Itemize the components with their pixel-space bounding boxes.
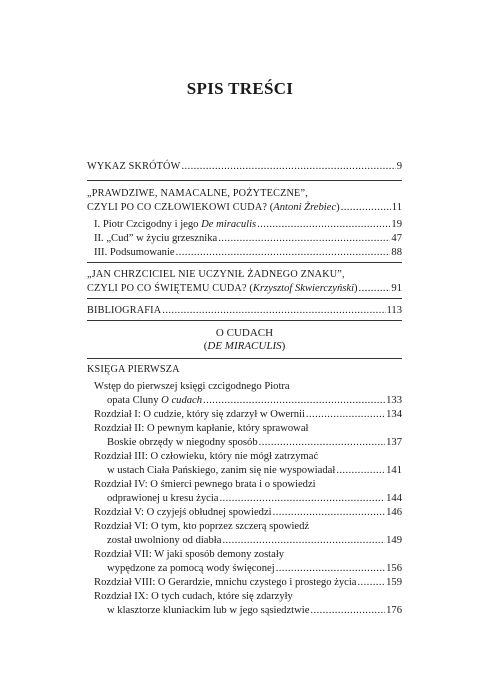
toc-entry-cud[interactable]	[94, 232, 402, 245]
leader-dots	[259, 436, 385, 449]
toc-entry-piotr[interactable]	[94, 218, 402, 231]
leader-dots	[273, 506, 386, 519]
leader-dots	[358, 576, 386, 589]
entry-label: w ustach Ciała Pańskiego, zanim się nie wyspowiadał	[107, 465, 336, 476]
entry-page: 113	[386, 305, 402, 316]
toc-entry-r2[interactable]	[107, 436, 402, 449]
leader-dots	[257, 218, 390, 231]
entry-line: „PRAWDZIWE, NAMACALNE, POŻYTECZNE”,	[87, 188, 308, 199]
section-subtitle-text: DE MIRACULIS	[207, 340, 282, 352]
entry-line: Rozdział II: O pewnym kapłanie, który sprawował	[94, 423, 309, 434]
book-title: KSIĘGA PIERWSZA	[87, 364, 180, 375]
leader-dots	[310, 604, 385, 617]
entry-page: 149	[386, 535, 402, 546]
entry-page: 88	[391, 247, 402, 258]
toc-entry-r8[interactable]	[94, 576, 402, 589]
section-title: O CUDACH	[215, 327, 274, 339]
entry-page: 141	[386, 465, 402, 476]
entry-label: w klasztorze kluniackim lub w jego sąsiedztwie	[107, 605, 310, 616]
entry-label-italic: De miraculis	[201, 219, 257, 230]
leader-dots	[218, 232, 390, 245]
toc-entry-jan[interactable]: CZYLI PO CO ŚWIĘTEMU CUDA? (Krzysztof Skwierczyński) ..... 91	[87, 282, 402, 295]
leader-dots	[162, 304, 385, 317]
divider	[87, 358, 402, 359]
entry-author: Antoni Żrebiec	[273, 202, 337, 213]
entry-page: 156	[386, 563, 402, 574]
entry-page: 133	[386, 395, 402, 406]
leader-dots	[306, 408, 385, 421]
entry-label: CZYLI PO CO ŚWIĘTEMU CUDA?	[87, 283, 247, 294]
entry-page: 137	[386, 437, 402, 448]
toc-entry-wstep[interactable]	[107, 394, 402, 407]
entry-label: CZYLI PO CO CZŁOWIEKOWI CUDA?	[87, 202, 268, 213]
entry-label: I. Piotr Czcigodny i jego	[94, 219, 202, 230]
entry-line: Rozdział III: O człowieku, który nie mógł zatrzymać	[94, 451, 319, 462]
toc-entry-r9[interactable]	[107, 604, 402, 617]
entry-line: „JAN CHRZCICIEL NIE UCZYNIŁ ŻADNEGO ZNAKU”,	[87, 269, 345, 280]
entry-page: 47	[391, 233, 402, 244]
entry-author: Krzysztof Skwierczyński	[252, 283, 355, 294]
entry-label: wypędzone za pomocą wody święconej	[107, 563, 275, 574]
entry-line: Rozdział IX: O tych cudach, które się zdarzyły	[94, 591, 293, 602]
entry-label-italic: O cudach	[161, 395, 203, 406]
entry-line: Wstęp do pierwszej księgi czcigodnego Piotra	[94, 381, 290, 392]
page-title: SPIS TREŚCI	[186, 79, 294, 98]
leader-dots	[181, 160, 395, 173]
entry-page: 134	[386, 409, 402, 420]
entry-page: 144	[386, 493, 402, 504]
toc-entry-bibliografia[interactable]	[87, 304, 402, 317]
toc-entry-r6[interactable]	[107, 534, 402, 547]
entry-page: 9	[396, 161, 402, 172]
entry-label: III. Podsumowanie	[94, 247, 175, 258]
divider	[87, 180, 402, 181]
entry-label: Rozdział V: O czyjejś obłudnej spowiedzi	[94, 507, 272, 518]
entry-label: II. „Cud” w życiu grzesznika	[94, 233, 218, 244]
divider	[87, 320, 402, 321]
entry-page: 159	[386, 577, 402, 588]
entry-label: Rozdział VIII: O Gerardzie, mnichu czystego i prostego życia	[94, 577, 357, 588]
divider	[87, 298, 402, 299]
entry-line: Rozdział IV: O śmierci pewnego brata i o spowiedzi	[94, 479, 316, 490]
toc-entry-r7[interactable]	[107, 562, 402, 575]
toc-entry-r4[interactable]	[107, 492, 402, 505]
entry-page: 176	[386, 605, 402, 616]
entry-line: Rozdział VII: W jaki sposób demony zostały	[94, 549, 285, 560]
toc-entry-r3[interactable]	[107, 464, 402, 477]
toc-entry-prawdziwe[interactable]: CZYLI PO CO CZŁOWIEKOWI CUDA? (Antoni Żrebiec) ..... 11	[87, 201, 402, 214]
leader-dots	[276, 562, 385, 575]
leader-dots	[336, 464, 385, 477]
entry-page: 146	[386, 507, 402, 518]
entry-page: 91	[391, 283, 402, 294]
entry-line: Rozdział VI: O tym, kto poprzez szczerą spowiedź	[94, 521, 310, 532]
entry-label: opata Cluny	[107, 395, 162, 406]
entry-label: został uwolniony od diabła	[107, 535, 222, 546]
toc-entry-r5[interactable]	[94, 506, 402, 519]
leader-dots	[359, 282, 391, 295]
toc-entry-wykaz[interactable]	[87, 160, 402, 173]
section-subtitle: (DE MIRACULIS)	[203, 340, 286, 352]
entry-page: 11	[391, 202, 402, 213]
leader-dots	[222, 534, 385, 547]
leader-dots	[203, 394, 385, 407]
leader-dots	[220, 492, 386, 505]
divider	[87, 262, 402, 263]
entry-page: 19	[391, 219, 402, 230]
entry-label: WYKAZ SKRÓTÓW	[87, 161, 181, 172]
entry-label: Boskie obrzędy w niegodny sposób	[107, 437, 258, 448]
entry-label: BIBLIOGRAFIA	[87, 305, 162, 316]
toc-entry-r1[interactable]	[94, 408, 402, 421]
entry-label: Rozdział I: O cudzie, który się zdarzył w Owernii	[94, 409, 305, 420]
toc-entry-podsumowanie[interactable]	[94, 246, 402, 259]
leader-dots	[341, 201, 391, 214]
entry-label: odprawionej u kresu życia	[107, 493, 219, 504]
leader-dots	[176, 246, 391, 259]
